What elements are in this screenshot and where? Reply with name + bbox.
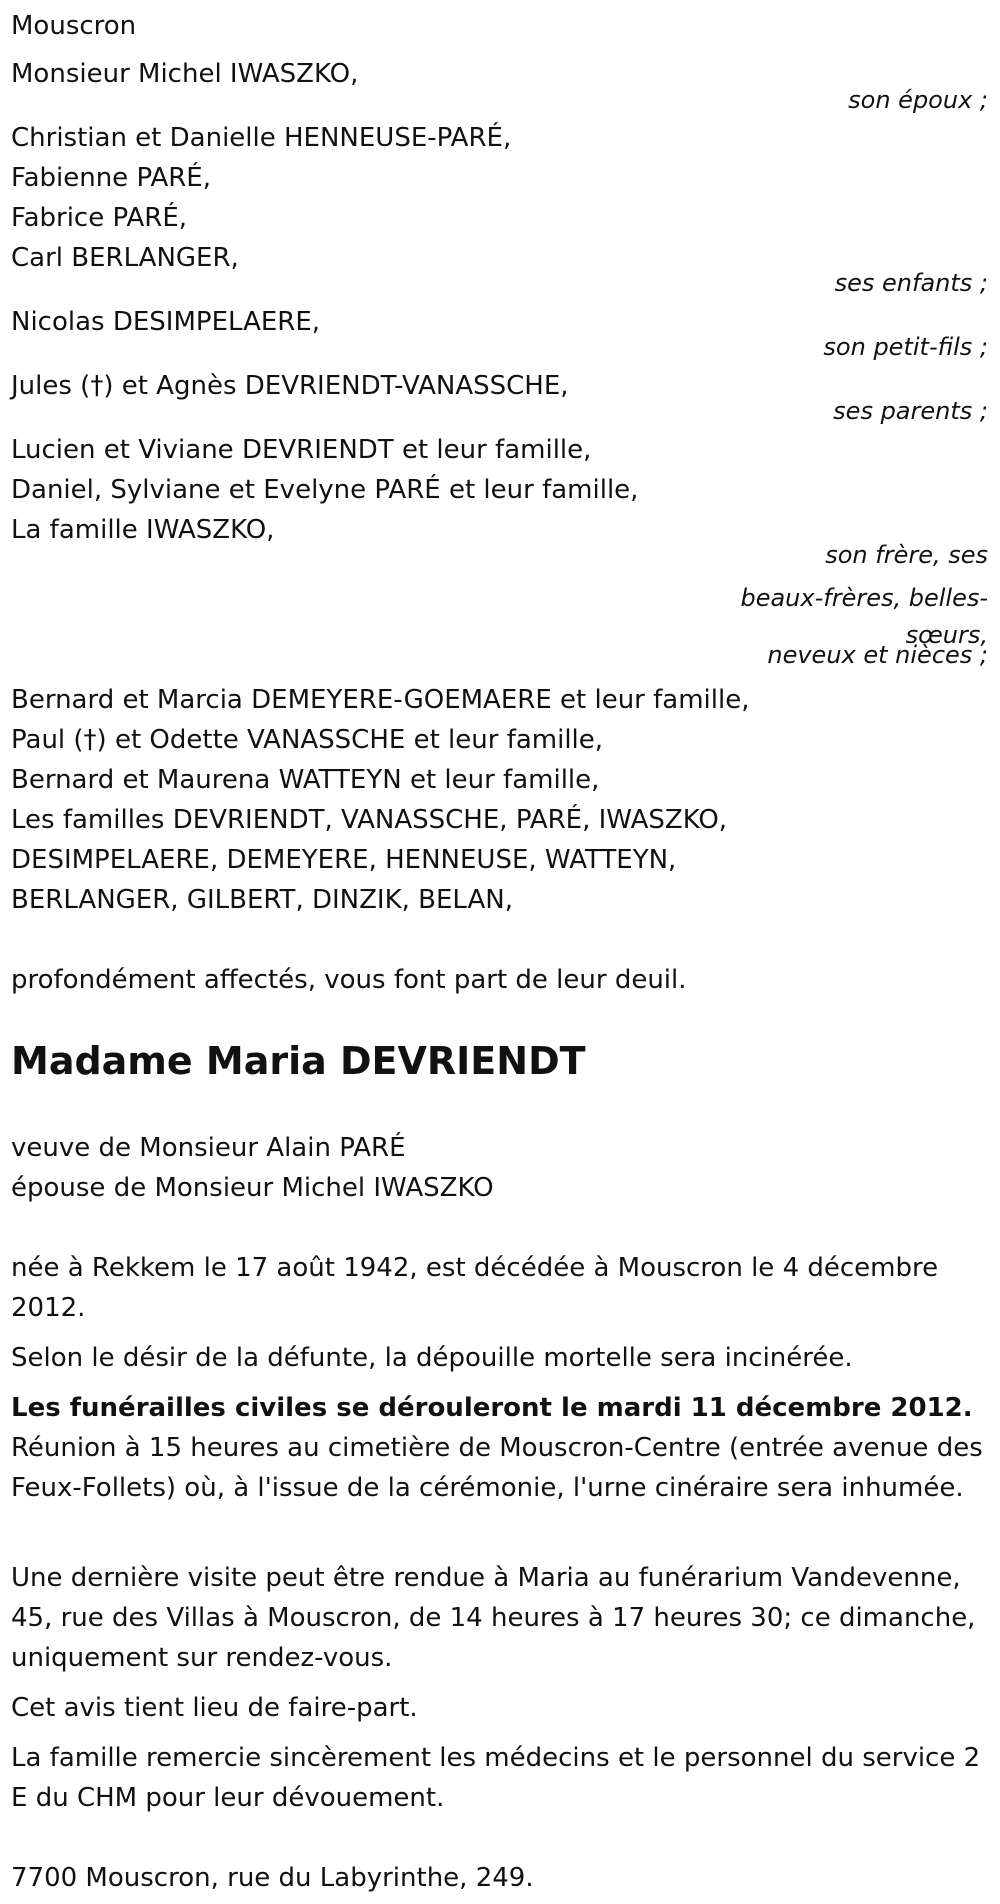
family-name: Monsieur Michel IWASZKO, bbox=[11, 59, 359, 89]
family-name: DESIMPELAERE, DEMEYERE, HENNEUSE, WATTEYN, bbox=[11, 845, 677, 875]
family-name: La famille IWASZKO, bbox=[11, 515, 275, 545]
birth-death-paragraph: née à Rekkem le 17 août 1942, est décédée à Mouscron le 4 décembre 2012. bbox=[11, 1253, 939, 1323]
family-name: Paul (†) et Odette VANASSCHE et leur famille, bbox=[11, 725, 604, 755]
family-name: Fabienne PARÉ, bbox=[11, 163, 212, 193]
visit-paragraph: Une dernière visite peut être rendue à Maria au funérarium Vandevenne, 45, rue des Villas à Mouscron, de 14 heures à 17 heures 30; ce dimanche, uniquement sur rendez-vous. bbox=[11, 1563, 976, 1673]
family-name: BERLANGER, GILBERT, DINZIK, BELAN, bbox=[11, 885, 514, 915]
family-name: Bernard et Maurena WATTEYN et leur famille, bbox=[11, 765, 600, 795]
funeral-paragraph bbox=[11, 1388, 991, 1508]
family-name: Carl BERLANGER, bbox=[11, 243, 239, 273]
family-role: son frère, ses bbox=[825, 541, 988, 569]
city-heading: Mouscron bbox=[11, 11, 137, 41]
announcement: profondément affectés, vous font part de leur deuil. bbox=[11, 965, 687, 995]
family-role: son petit-fils ; bbox=[823, 333, 988, 361]
relation-spouse: épouse de Monsieur Michel IWASZKO bbox=[11, 1173, 494, 1203]
address: 7700 Mouscron, rue du Labyrinthe, 249. bbox=[11, 1863, 534, 1893]
relation-widow: veuve de Monsieur Alain PARÉ bbox=[11, 1133, 406, 1163]
family-role: ses enfants ; bbox=[834, 269, 988, 297]
family-name: Les familles DEVRIENDT, VANASSCHE, PARÉ, IWASZKO, bbox=[11, 805, 728, 835]
family-name: Nicolas DESIMPELAERE, bbox=[11, 307, 321, 337]
family-name: Christian et Danielle HENNEUSE-PARÉ, bbox=[11, 123, 512, 153]
thanks-paragraph: La famille remercie sincèrement les médecins et le personnel du service 2 E du CHM pour leur dévouement. bbox=[11, 1743, 981, 1813]
family-role: son époux ; bbox=[848, 86, 988, 114]
family-role: neveux et nièces ; bbox=[767, 641, 988, 669]
family-role: ses parents ; bbox=[833, 397, 988, 425]
family-name: Bernard et Marcia DEMEYERE-GOEMAERE et leur famille, bbox=[11, 685, 750, 715]
family-role: sœurs, bbox=[905, 621, 988, 649]
deceased-name: Madame Maria DEVRIENDT bbox=[11, 1039, 586, 1083]
family-name: Daniel, Sylviane et Evelyne PARÉ et leur famille, bbox=[11, 475, 639, 505]
funeral-date-bold: Les funérailles civiles se dérouleront le mardi 11 décembre 2012. bbox=[11, 1393, 973, 1423]
cremation-paragraph: Selon le désir de la défunte, la dépouille mortelle sera incinérée. bbox=[11, 1343, 853, 1373]
family-role: beaux-frères, belles- bbox=[740, 584, 988, 612]
family-name: Lucien et Viviane DEVRIENDT et leur famille, bbox=[11, 435, 592, 465]
notice-paragraph: Cet avis tient lieu de faire-part. bbox=[11, 1693, 418, 1723]
funeral-details: Réunion à 15 heures au cimetière de Mouscron-Centre (entrée avenue des Feux-Follets) où, à l'issue de la cérémonie, l'urne cinéraire sera inhumée. bbox=[11, 1433, 983, 1503]
family-name: Fabrice PARÉ, bbox=[11, 203, 188, 233]
family-name: Jules (†) et Agnès DEVRIENDT-VANASSCHE, bbox=[11, 371, 569, 401]
